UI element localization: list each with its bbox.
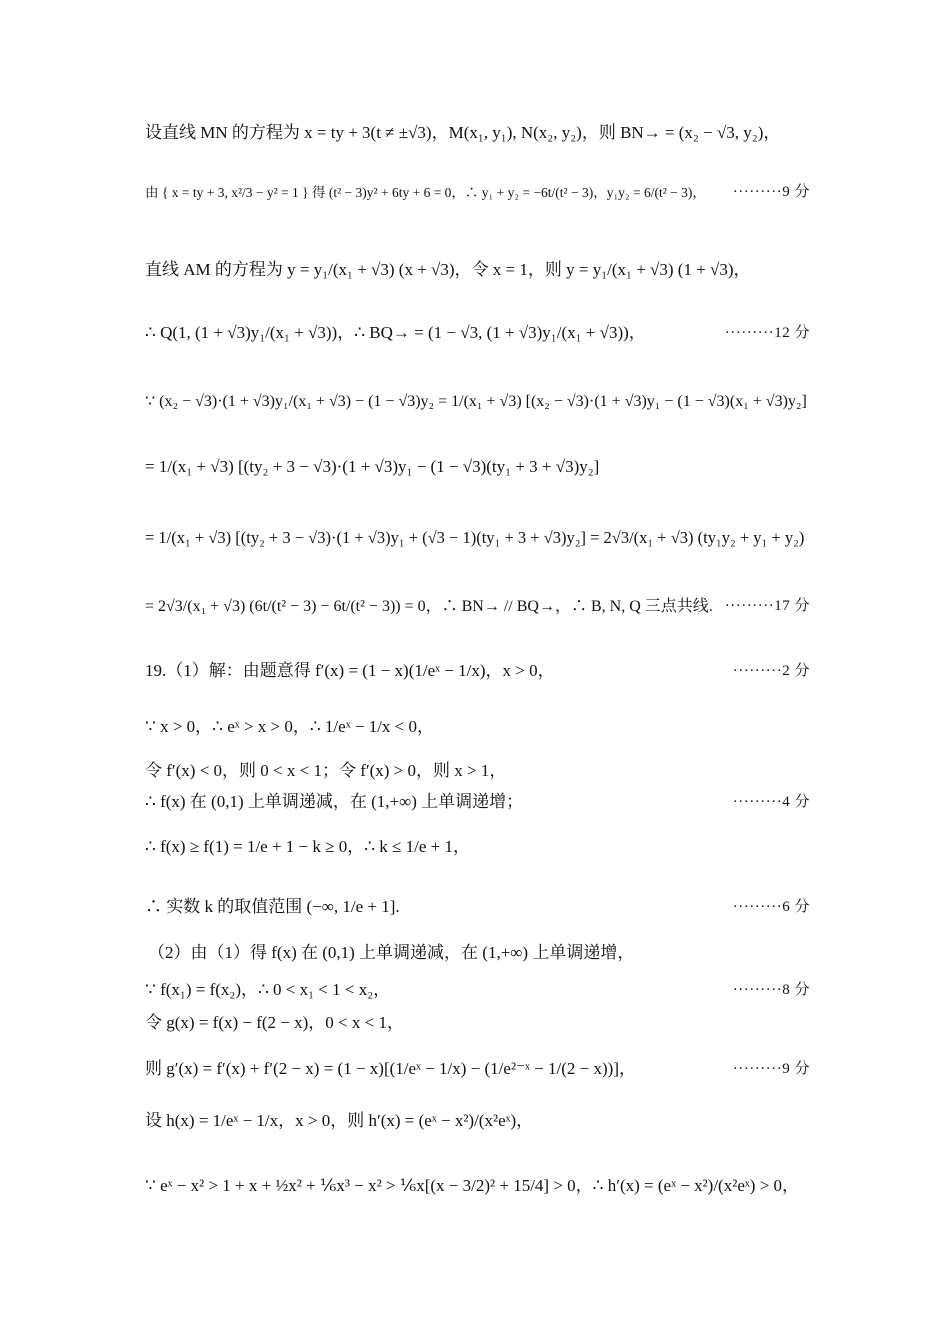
- line-text: ∵ eˣ − x² > 1 + x + ½x² + ⅙x³ − x² > ⅙x[(x − 3/2)² + 15/4] > 0，∴ h′(x) = (eˣ − x²)/(x²eˣ) > 0，: [145, 1176, 800, 1195]
- score-marker: ·········4 分: [732, 794, 810, 810]
- solution-line-7: [145, 527, 810, 549]
- line-text: = 1/(x₁ + √3) [(ty₂ + 3 − √3)·(1 + √3)y₁ − (1 − √3)(ty₁ + 3 + √3)y₂]: [145, 457, 600, 476]
- line-text: （2）由（1）得 f(x) 在 (0,1) 上单调递减，在 (1,+∞) 上单调递增，: [148, 943, 635, 962]
- line-text: ∵ f(x₁) = f(x₂)，∴ 0 < x₁ < 1 < x₂，: [145, 980, 391, 999]
- line-text: 19.（1）解：由题意得 f′(x) = (1 − x)(1/eˣ − 1/x)，x > 0，: [145, 661, 555, 680]
- line-text: 则 g′(x) = f′(x) + f′(2 − x) = (1 − x)[(1/eˣ − 1/x) − (1/e²⁻ˣ − 1/(2 − x))]，: [145, 1059, 636, 1078]
- score-marker: ·········12 分: [724, 325, 810, 341]
- line-text: = 1/(x₁ + √3) [(ty₂ + 3 − √3)·(1 + √3)y₁ + (√3 − 1)(ty₁ + 3 + √3)y₂] = 2√3/(x₁ + √3) (ty₁y₂ + y₁ + y₂): [145, 528, 805, 547]
- line-text: 令 f′(x) < 0，则 0 < x < 1；令 f′(x) > 0，则 x > 1，: [145, 761, 507, 780]
- score-marker: ·········9 分: [732, 184, 810, 200]
- solution-line-16: [145, 979, 810, 1001]
- line-text: ∴ f(x) ≥ f(1) = 1/e + 1 − k ≥ 0，∴ k ≤ 1/e + 1，: [145, 837, 470, 856]
- solution-line-15: [148, 942, 813, 964]
- solution-line-19: [145, 1110, 810, 1132]
- solution-line-5: [145, 390, 810, 413]
- solution-line-3: [145, 259, 810, 281]
- line-text: 由 { x = ty + 3, x²/3 − y² = 1 } 得 (t² − 3)y² + 6ty + 6 = 0，∴ y₁ + y₂ = −6t/(t² − 3)，y₁y₂ = 6/(t² − 3)，: [145, 185, 706, 200]
- solution-line-4: [145, 322, 810, 344]
- score-marker: ·········17 分: [724, 598, 810, 614]
- solution-line-20: [145, 1175, 810, 1197]
- line-text: = 2√3/(x₁ + √3) (6t/(t² − 3) − 6t/(t² − 3)) = 0，∴ BN→ // BQ→，∴ B, N, Q 三点共线.: [145, 598, 713, 615]
- solution-line-8: [145, 595, 810, 618]
- solution-line-10: [145, 716, 810, 738]
- score-marker: ·········2 分: [732, 663, 810, 679]
- line-text: ∵ (x₂ − √3)·(1 + √3)y₁/(x₁ + √3) − (1 − √3)y₂ = 1/(x₁ + √3) [(x₂ − √3)·(1 + √3)y₁ − (1 − √3)(x₁ + √3)y₂]: [145, 393, 807, 410]
- solution-line-12: [145, 791, 810, 813]
- solution-line-11: [145, 760, 810, 782]
- line-text: 设 h(x) = 1/eˣ − 1/x，x > 0，则 h′(x) = (eˣ − x²)/(x²eˣ)，: [145, 1111, 534, 1130]
- line-text: 设直线 MN 的方程为 x = ty + 3(t ≠ ±√3)，M(x₁, y₁), N(x₂, y₂)，则 BN→ = (x₂ − √3, y₂)，: [145, 123, 781, 142]
- solution-line-6: [145, 456, 810, 478]
- score-marker: ·········8 分: [732, 982, 810, 998]
- solution-line-2: [145, 181, 810, 204]
- line-text: ∴ Q(1, (1 + √3)y₁/(x₁ + √3))，∴ BQ→ = (1 − √3, (1 + √3)y₁/(x₁ + √3))，: [145, 323, 646, 342]
- score-marker: ·········6 分: [732, 899, 810, 915]
- solution-line-18: [145, 1058, 810, 1080]
- solution-line-13: [145, 836, 810, 858]
- line-text: 直线 AM 的方程为 y = y₁/(x₁ + √3) (x + √3)，令 x = 1，则 y = y₁/(x₁ + √3) (1 + √3)，: [145, 260, 751, 279]
- solution-line-1: [145, 122, 810, 144]
- solution-line-14: [145, 896, 810, 918]
- score-marker: ·········9 分: [732, 1061, 810, 1077]
- solution-line-17: [145, 1012, 810, 1034]
- line-text: ∵ x > 0，∴ eˣ > x > 0，∴ 1/eˣ − 1/x < 0，: [145, 717, 434, 736]
- solution-line-9: [145, 660, 810, 682]
- line-text: ∴ 实数 k 的取值范围 (−∞, 1/e + 1].: [145, 897, 400, 916]
- line-text: 令 g(x) = f(x) − f(2 − x)，0 < x < 1，: [145, 1013, 404, 1032]
- line-text: ∴ f(x) 在 (0,1) 上单调递减，在 (1,+∞) 上单调递增；: [145, 792, 524, 811]
